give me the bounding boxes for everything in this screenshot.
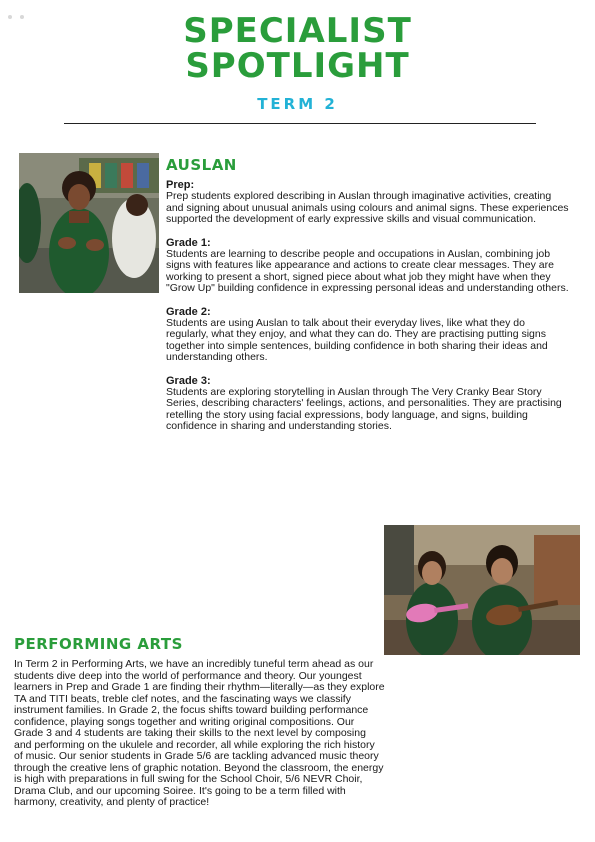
grade-label: Grade 1: xyxy=(166,236,211,249)
auslan-heading: AUSLAN xyxy=(166,156,237,174)
auslan-grades xyxy=(166,179,570,444)
grade-block-1 xyxy=(166,237,570,295)
grade-text: Prep students explored describing in Auslan through imaginative activities, creating and signing about unusual animals using colours and animal signs. These experiences supported the development of early expressive skills and visual communication. xyxy=(166,190,569,225)
auslan-photo xyxy=(19,153,159,293)
title-line-1: SPECIALIST xyxy=(183,11,412,51)
grade-label: Grade 2: xyxy=(166,305,211,318)
grade-block-2 xyxy=(166,306,570,364)
header-divider xyxy=(64,123,536,124)
grade-block-3 xyxy=(166,375,570,433)
performing-arts-heading: PERFORMING ARTS xyxy=(14,635,183,653)
grade-text: Students are exploring storytelling in Auslan through The Very Cranky Bear Story Series, describing characters' feelings, actions, and personalities. They are practising retelling the story using facial expressions, body language, and signs, building confidence in sharing and understanding stories. xyxy=(166,385,562,432)
grade-label: Prep: xyxy=(166,179,195,191)
grade-text: Students are learning to describe people and occupations in Auslan, combining job signs with features like appearance and actions to create clear messages. They are working to present a short, signed piece about what job they might have when they "Grow Up" building confidence in expressing personal ideas and understanding others. xyxy=(166,247,569,294)
performing-arts-photo xyxy=(384,525,580,655)
page-title xyxy=(0,11,595,86)
grade-block-prep xyxy=(166,179,570,226)
page-subtitle: TERM 2 xyxy=(257,95,338,113)
title-line-2: SPOTLIGHT xyxy=(185,46,410,86)
grade-label: Grade 3: xyxy=(166,374,211,387)
performing-arts-text: In Term 2 in Performing Arts, we have an incredibly tuneful term ahead as our students dive deep into the world of performance and theory. Our youngest learners in Prep and Grade 1 are finding their rhythm—literally—as they explore TA and TITI beats, treble clef notes, and the fascinating ways we classify instrument families. In Grade 2, the focus shifts toward building performance confidence, playing songs together and writing original compositions. Our Grade 3 and 4 students are taking their skills to the next level by composing and performing on the ukulele and recorder, all while exploring the rich history of music. Our senior students in Grade 5/6 are tackling advanced music theory through the creative lens of graphic notation. Beyond the classroom, the energy is high with preparations in full swing for the School Choir, 5/6 NEVR Choir, Drama Club, and our upcoming Soiree. It's going to be a term filled with harmony, creativity, and plenty of practice! xyxy=(14,658,385,808)
grade-text: Students are using Auslan to talk about their everyday lives, like what they do regularly, what they enjoy, and what they can do. They are practising putting signs together into simple sentences, building confidence in both sharing their ideas and understanding others. xyxy=(166,316,548,363)
